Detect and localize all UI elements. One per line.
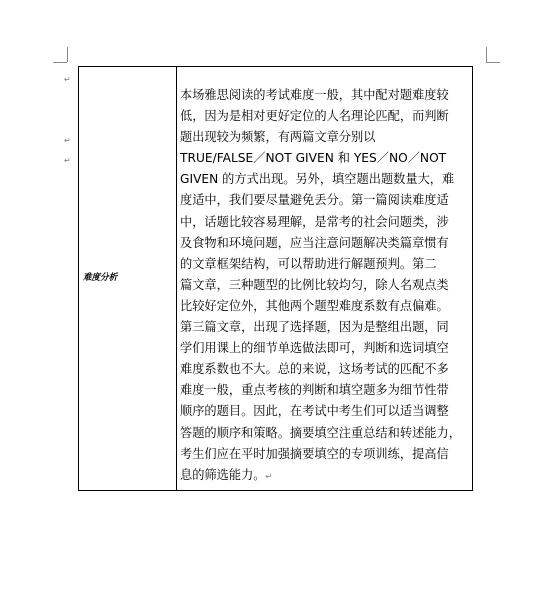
paragraph-mark-icon: ↵ — [265, 471, 273, 481]
text-line: 题出现较为频繁，有两篇文章分别以 — [180, 130, 376, 145]
text-line: 第三篇文章，出现了选择题，因为是整组出题，同 — [180, 320, 449, 335]
difficulty-analysis-text[interactable] — [180, 85, 480, 486]
crop-mark-top-left-horizontal — [53, 62, 67, 63]
crop-mark-top-left-vertical — [67, 47, 68, 62]
paragraph-mark-icon: ↵ — [64, 136, 71, 145]
text-line: 篇文章，三种题型的比例比较均匀，除人名观点类 — [180, 277, 449, 292]
analysis-table — [78, 66, 473, 491]
text-line: 息的筛选能力。 — [180, 467, 266, 482]
text-line: 及食物和环境问题，应当注意问题解决类篇章惯有 — [180, 235, 449, 250]
text-line-last — [180, 465, 478, 486]
text-line: 顺序的题目。因此，在考试中考生们可以适当调整 — [180, 404, 449, 419]
text-line: GIVEN 的方式出现。另外，填空题出题数量大，难 — [180, 172, 455, 187]
text-line: 难度系数也不大。总的来说，这场考试的匹配不多 — [180, 362, 449, 377]
text-line: 中，话题比较容易理解，是常考的社会问题类，涉 — [180, 214, 449, 229]
text-line: 考生们应在平时加强摘要填空的专项训练，提高信 — [180, 446, 449, 461]
crop-mark-top-right-vertical — [486, 47, 487, 62]
paragraph-mark-icon: ↵ — [64, 75, 71, 84]
crop-mark-top-right-horizontal — [486, 62, 500, 63]
text-line: 度适中，我们要尽量避免丢分。第一篇阅读难度适 — [180, 193, 449, 208]
text-line: 难度一般，重点考核的判断和填空题多为细节性带 — [180, 383, 449, 398]
text-line: 低，因为是相对更好定位的人名理论匹配，而判断 — [180, 109, 449, 124]
difficulty-analysis-label: 难度分析 — [83, 273, 118, 283]
text-line: 学们用课上的细节单选做法即可，判断和选词填空 — [180, 341, 449, 356]
table-column-divider — [176, 67, 177, 490]
text-line: 答题的顺序和策略。摘要填空注重总结和转述能力， — [180, 425, 461, 440]
text-line: 的文章框架结构，可以帮助进行解题预判。第二 — [180, 256, 437, 271]
text-line: 本场雅思阅读的考试难度一般，其中配对题难度较 — [180, 88, 449, 102]
text-line: TRUE/FALSE／NOT GIVEN 和 YES／NO／NOT — [180, 151, 447, 166]
text-line: 比较好定位外，其他两个题型难度系数有点偏难。 — [180, 298, 449, 313]
paragraph-mark-icon: ↵ — [64, 156, 71, 165]
